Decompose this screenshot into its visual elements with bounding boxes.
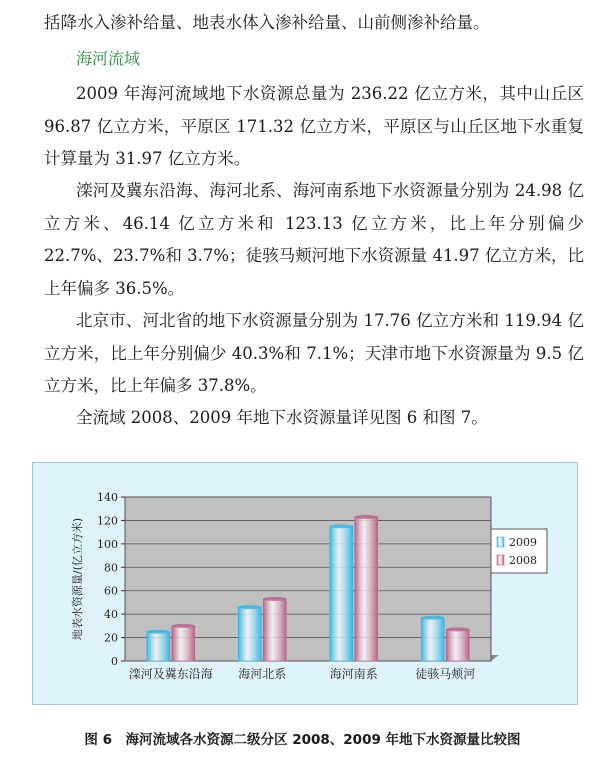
y-axis-label: 地表水资源量/(亿立方米)	[71, 517, 84, 641]
legend-swatch-2008	[497, 555, 504, 565]
paragraph-figure-ref: 全流域 2008、2009 年地下水资源量详见图 6 和图 7。	[76, 408, 488, 427]
x-tick-label: 海河北系	[238, 667, 287, 681]
bar-2009-1	[238, 607, 261, 661]
y-tick-label: 80	[104, 561, 118, 575]
y-tick-label: 0	[111, 655, 118, 668]
chart-frame	[32, 462, 578, 705]
figure-caption: 图 6 海河流域各水资源二级分区 2008、2009 年地下水资源量比较图	[84, 732, 521, 748]
x-tick-label: 海河南系	[329, 667, 378, 681]
y-tick-label: 100	[97, 537, 118, 551]
bar-2008-1	[263, 599, 286, 661]
paragraph-total: 2009 年海河流域地下水资源总量为 236.22 亿立方米，其中山丘区 96.87 亿立方米，平原区 171.32 亿立方米，平原区与山丘区地下水重复计算量为 31.97 亿立方米。	[44, 84, 584, 168]
legend-swatch-2009	[497, 537, 504, 547]
legend-label-2009: 2009	[509, 536, 537, 549]
bar-top-2008-1	[263, 597, 286, 601]
y-tick-label: 140	[97, 491, 118, 504]
bar-top-2008-0	[172, 624, 195, 628]
bar-2009-3	[421, 618, 444, 661]
section-title: 海河流域	[76, 49, 141, 68]
bar-2008-2	[355, 517, 378, 661]
paragraph-subregions: 滦河及冀东沿海、海河北系、海河南系地下水资源量分别为 24.98 亿立方米、46.14 亿立方米和 123.13 亿立方米，比上年分别偏少 22.7%、23.7%和 3.7%；徒骇马颊河地下水资源量 41.97 亿立方米，比上年偏多 36.5%。	[44, 181, 584, 298]
paragraph-intro-continued: 括降水入渗补给量、地表水体入渗补给量、山前侧渗补给量。	[44, 13, 490, 32]
bar-top-2009-0	[147, 630, 170, 634]
bar-top-2009-3	[421, 616, 444, 620]
paragraph-provinces: 北京市、河北省的地下水资源量分别为 17.76 亿立方米和 119.94 亿立方米，比上年分别偏少 40.3%和 7.1%；天津市地下水资源量为 9.5 亿立方米，比上年偏多 37.8%。	[44, 311, 584, 395]
bar-top-2009-1	[238, 605, 261, 609]
bar-top-2008-2	[355, 515, 378, 519]
y-tick-label: 60	[104, 584, 118, 598]
groundwater-bar-chart	[33, 463, 579, 706]
y-tick-label: 20	[104, 631, 118, 645]
x-tick-label: 滦河及冀东沿海	[128, 667, 213, 681]
bar-top-2008-3	[446, 627, 469, 631]
bar-2009-0	[147, 632, 170, 661]
y-tick-label: 40	[104, 608, 118, 622]
bar-2009-2	[330, 526, 353, 661]
bar-2008-0	[172, 626, 195, 661]
legend-label-2008: 2008	[509, 554, 537, 567]
y-tick-label: 120	[97, 514, 118, 528]
bar-top-2009-2	[330, 524, 353, 528]
x-tick-label: 徒骇马颊河	[415, 667, 476, 681]
bar-2008-3	[446, 629, 469, 661]
